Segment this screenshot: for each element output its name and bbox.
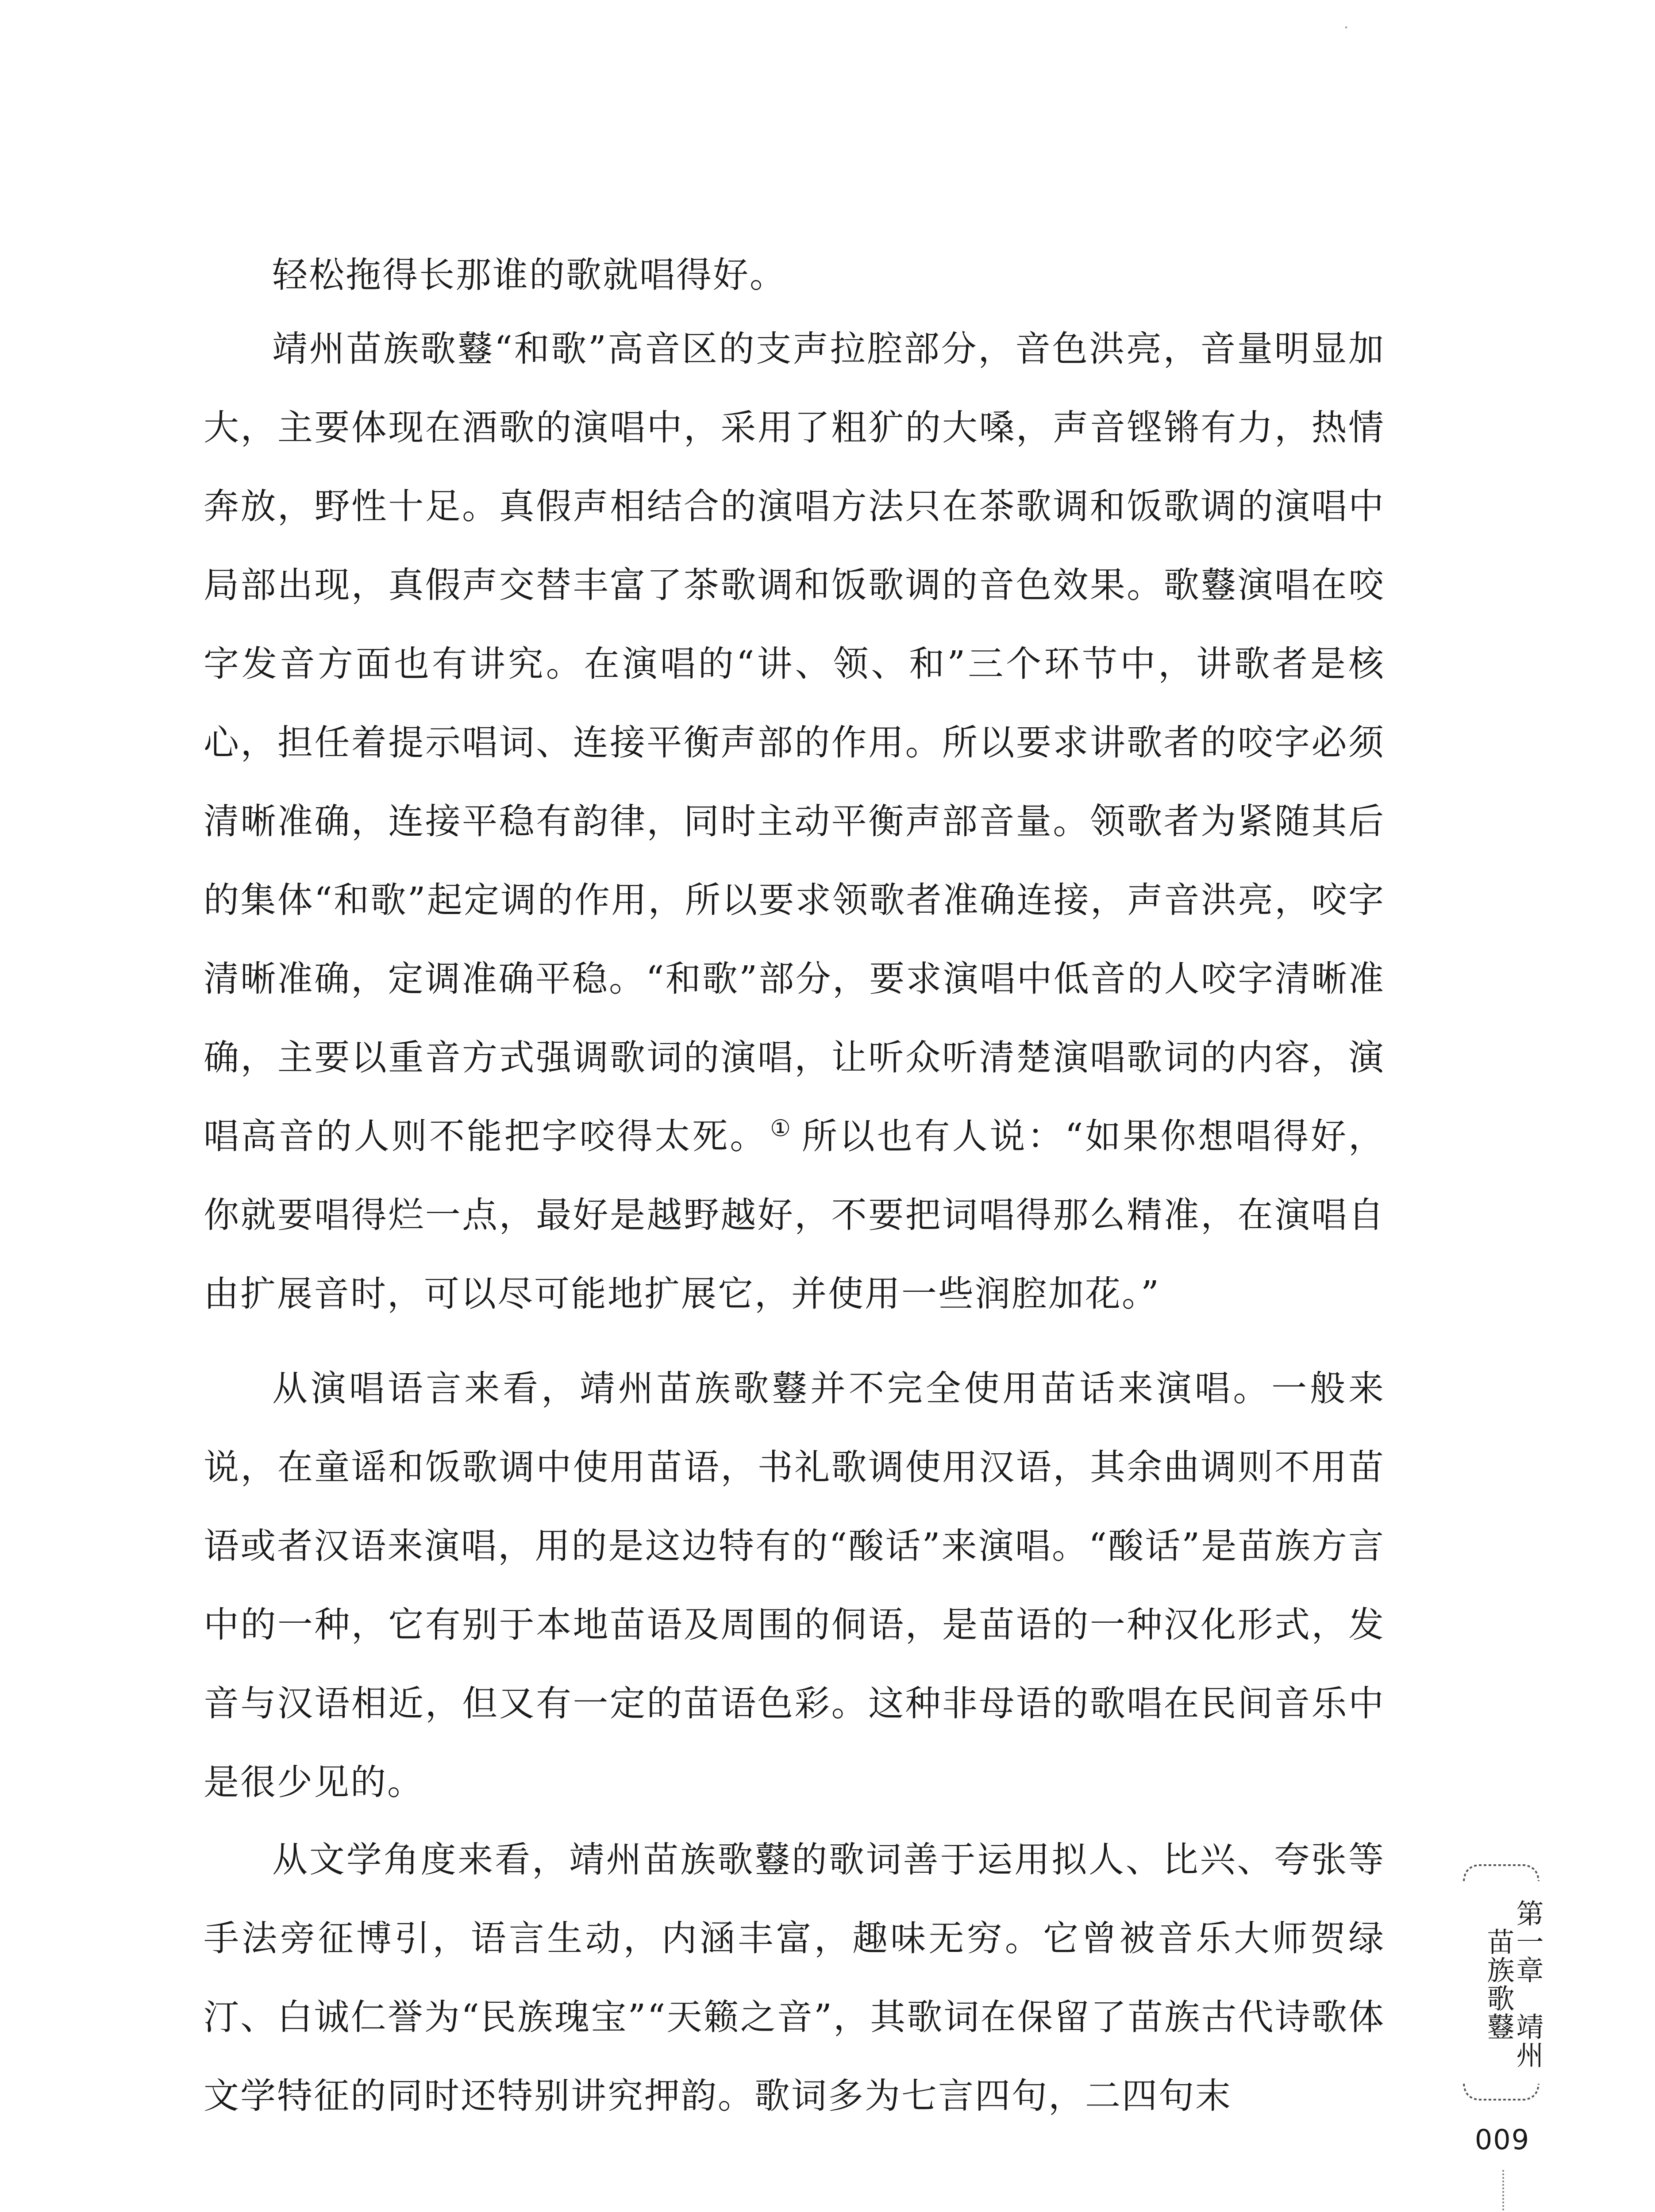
side-tab-chapter: 第一章 [1512,1899,1544,1984]
scan-mark [1345,27,1347,28]
page-edge-dotted-line [1502,2170,1504,2212]
continuation-line: 轻松拖得长那谁的歌就唱得好。 [272,254,786,296]
side-tab-title: 靖州苗族歌鼟 [1482,1928,1544,2069]
chapter-side-tab [1460,1854,1542,2110]
paragraph1-text-b: 所以也有人说：“如果你想唱得好，你就要唱得烂一点，最好是越野越好，不要把词唱得那么精准，在演唱自由扩展音时，可以尽可能地扩展它，并使用一些润腔加花。” [204,1116,1386,1314]
paragraph-literary-angle: 从文学角度来看，靖州苗族歌鼟的歌词善于运用拟人、比兴、夸张等手法旁征博引，语言生动，内涵丰富，趣味无穷。它曾被音乐大师贺绿汀、白诚仁誉为“民族瑰宝”“天籁之音”，其歌词在保留了苗族古代诗歌体文学特征的同时还特别讲究押韵。歌词多为七言四句，二四句末 [204,1839,1385,2116]
page-number: 009 [1474,2124,1530,2156]
paragraph1-text-a: 靖州苗族歌鼟“和歌”高音区的支声拉腔部分，音色洪亮，音量明显加大，主要体现在酒歌的演唱中，采用了粗犷的大嗓，声音铿锵有力，热情奔放，野性十足。真假声相结合的演唱方法只在茶歌调和饭歌调的演唱中局部出现，真假声交替丰富了茶歌调和饭歌调的音色效果。歌鼟演唱在咬字发音方面也有讲究。在演唱的“讲、领、和”三个环节中，讲歌者是核心，担任着提示唱词、连接平衡声部的作用。所以要求讲歌者的咬字必须清晰准确，连接平稳有韵律，同时主动平衡声部音量。领歌者为紧随其后的集体“和歌”起定调的作用，所以要求领歌者准确连接，声音洪亮，咬字清晰准确，定调准确平稳。“和歌”部分，要求演唱中低音的人咬字清晰准确，主要以重音方式强调歌词的演唱，让听众听清楚演唱歌词的内容，演唱高音的人则不能把字咬得太死。 [204,328,1385,1157]
side-tab-label [1460,1887,1542,2081]
footnote-reference[interactable]: ① [770,1115,793,1142]
paragraph-singing-technique [204,310,1385,1333]
paragraph-singing-language: 从演唱语言来看，靖州苗族歌鼟并不完全使用苗话来演唱。一般来说，在童谣和饭歌调中使用苗语，书礼歌调使用汉语，其余曲调则不用苗语或者汉语来演唱，用的是这边特有的“酸话”来演唱。“酸话”是苗族方言中的一种，它有别于本地苗语及周围的侗语，是苗语的一种汉化形式，发音与汉语相近，但又有一定的苗语色彩。这种非母语的歌唱在民间音乐中是很少见的。 [204,1368,1385,1803]
